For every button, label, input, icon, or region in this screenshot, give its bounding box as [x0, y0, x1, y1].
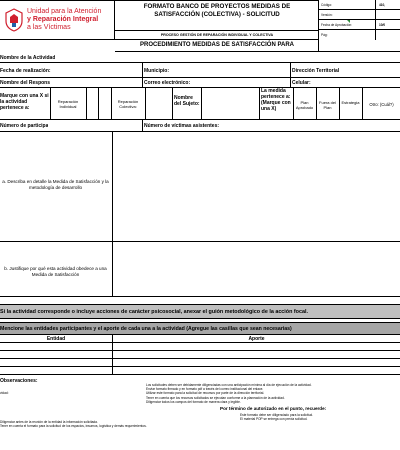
- date-row: [0, 63, 400, 78]
- note-line: Tener en cuenta el formato para la solicitud de los espacios, insumos, logística y demás requerimientos.: [0, 424, 147, 429]
- out-plan-label: Fuera del Plan: [319, 100, 336, 110]
- observations-continued: vidad:: [0, 391, 9, 395]
- measure-question: La medida pertenece a: (Marque con una X): [261, 88, 291, 112]
- psychosocial-note: Si la actividad corresponde o incluye acciones de carácter psicosocial, anexar el guión metodológico de la acción focal.: [0, 309, 308, 315]
- note-line: Enviar formato firmado y en formato pdf a través del correo institucional del enlace.: [146, 387, 264, 392]
- participants-label: Número de participa: [0, 123, 49, 129]
- approved-plan-label: Plan Aprobado: [295, 100, 314, 110]
- process-name: PROCESO GESTIÓN DE REPARACIÓN INDIVIDUAL Y COLECTIVA: [160, 33, 274, 37]
- question-b: b. Justifique por qué esta actividad obedece a una Medida de Satisfacción: [4, 266, 107, 277]
- note-line: Los solicitudes deben ser debidamente diligenciadas con una anticipación mínima al día de ejecución de la actividad.: [146, 383, 312, 387]
- table-row[interactable]: [0, 367, 400, 375]
- date-label: Fecha de realización:: [0, 68, 51, 74]
- note-line: Este formato debe ser diligenciado para la solicitud.: [240, 413, 313, 417]
- repair-individual-label: Reparación Individual: [57, 99, 79, 109]
- strategy-label: Estrategia: [341, 100, 360, 105]
- notes-bottom-right: [240, 413, 400, 421]
- observations-label: Observaciones:: [0, 378, 38, 384]
- repair-collective-label: Reparación Colectiva:: [117, 99, 139, 109]
- subject-name-label: Nombre del Sujeto:: [174, 95, 200, 107]
- victims-label: Número de víctimas asistentes:: [144, 123, 220, 129]
- notes-bottom-left: [0, 420, 200, 428]
- note-line: El material POP se entrega con previa solicitud.: [240, 417, 308, 422]
- form-title-line-1: FORMATO BANCO DE PROYECTOS MEDIDAS DE: [143, 3, 291, 10]
- shield-emblem-icon: [4, 8, 24, 32]
- activity-name-label: Nombre de la Actividad: [0, 55, 56, 61]
- note-line: Tener en cuenta que los recursos solicitados se ejecutan conforme a la planeación de la actividad.: [146, 395, 285, 400]
- responsible-label: Nombre del Respons: [0, 80, 51, 86]
- contribution-column-header: Aporte: [248, 336, 265, 342]
- email-label: Correo electrónico:: [144, 80, 191, 86]
- version-label: Versión:: [321, 13, 333, 17]
- question-a: a. Describa en detalle la Medida de Satisfacción y la metodología de desarrollo: [2, 179, 109, 190]
- procedure-name: PROCEDIMIENTO MEDIDAS DE SATISFACCIÓN PARA: [139, 42, 294, 48]
- cell-label: Celular:: [292, 80, 311, 86]
- logo: [4, 8, 114, 36]
- repair-individual-checkbox[interactable]: [98, 88, 111, 120]
- territorial-label: Dirección Territorial: [292, 68, 340, 74]
- note-line: Utilizar este formato para la solicitud de recursos por parte de la dirección territorial.: [146, 391, 265, 396]
- logo-line-3: a las Víctimas: [27, 24, 71, 31]
- approval-date-label: Fecha de Aprobación:: [321, 23, 353, 27]
- logo-line-1: Unidad para la Atención: [27, 8, 102, 15]
- logo-line-2: y Reparación Integral: [27, 16, 99, 23]
- approval-date-value: 10/0: [379, 23, 386, 27]
- table-row[interactable]: [0, 343, 400, 351]
- responsible-caption: Por término de autorizado en el punto, recuerde:: [220, 406, 327, 411]
- code-value: 410,: [379, 3, 386, 7]
- header-meta: [319, 0, 400, 40]
- form-title-line-2: SATISFACCIÓN (COLECTIVA) - SOLICITUD: [154, 11, 280, 18]
- repair-collective-checkbox[interactable]: [145, 88, 172, 120]
- subject-name-field[interactable]: [201, 88, 259, 120]
- activity-name-row[interactable]: [0, 52, 400, 63]
- question-a-answer[interactable]: [113, 133, 400, 241]
- note-line: Diligenciar todos los campos del formato de manera clara y legible.: [146, 399, 241, 404]
- question-b-answer[interactable]: [113, 243, 400, 296]
- notes-right: [146, 383, 400, 404]
- entity-column-header: Entidad: [46, 336, 66, 342]
- other-label: Otro: (Cuál?): [369, 102, 394, 107]
- responsible-row: [0, 78, 400, 88]
- table-row[interactable]: [0, 359, 400, 367]
- mark-question: Marque con una X si la actividad pertenece a:: [0, 93, 49, 111]
- note-line: Diligenciar antes de la reunión de la entidad la información solicitada.: [0, 420, 98, 424]
- spacer-row: [0, 297, 400, 305]
- code-label: Código:: [321, 3, 332, 7]
- page-label: Pág:: [321, 33, 328, 37]
- procedure-meta-cell: [319, 40, 400, 52]
- entities-prompt: Mencione las entidades participantes y el aporte de cada una a la actividad (Agregue las casillas que sean necesarias): [0, 326, 292, 332]
- table-row[interactable]: [0, 351, 400, 359]
- municipality-label: Municipio:: [144, 68, 169, 74]
